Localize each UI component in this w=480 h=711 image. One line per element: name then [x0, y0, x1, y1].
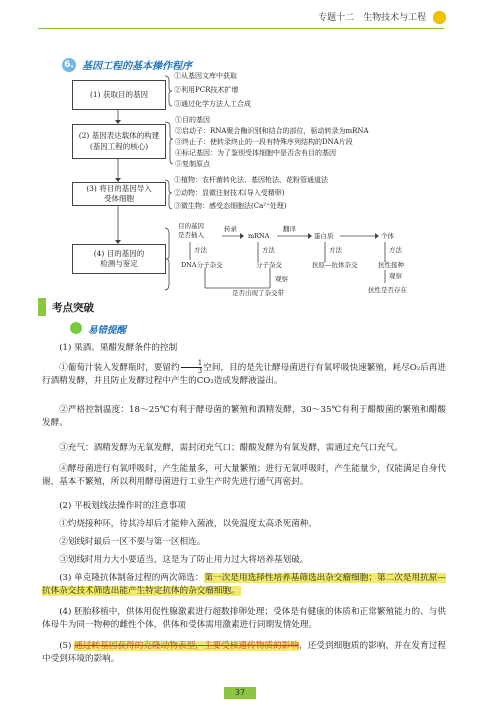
- paragraph: ②严格控制温度：18～25℃有利于酵母菌的繁殖和酒精发酵，30～35℃有利于醋酸菌的繁殖和醋酸发酵。: [42, 405, 446, 429]
- step-2-label: (2) 基因表达载体的构建 (基因工程的核心): [78, 131, 160, 151]
- paragraph: ①灼烧接种环，待其冷却后才能伸入菌液，以免温度太高杀死菌种。: [59, 519, 318, 529]
- heading-bar: [38, 298, 46, 316]
- step-2-box: [72, 124, 166, 159]
- step-2-item: ④标记基因：为了鉴别受体细胞中是否含有目的基因: [175, 149, 336, 157]
- step-2-item: ①目的基因: [175, 116, 210, 124]
- detect-dna-hybrid: DNA分子杂交: [181, 261, 223, 269]
- detect-method-2: 方法: [262, 246, 275, 254]
- step-4-label: (4) 目的基因的 检测与鉴定: [93, 248, 145, 268]
- detect-observe-1: 观察: [275, 275, 288, 283]
- section-number: 6.: [62, 58, 76, 72]
- fraction-denominator: 3: [197, 367, 203, 375]
- step-3-label: (3) 将目的基因导入 受体细胞: [86, 183, 152, 203]
- detect-translation: 翻译: [283, 225, 296, 233]
- detect-method-3: 方法: [329, 246, 342, 254]
- detect-gene-label-2: 是否插入: [178, 231, 204, 239]
- detect-observe-2: 观察: [389, 272, 402, 280]
- step-3-item: ①植物：农杆菌转化法、基因枪法、花粉管通道法: [174, 176, 328, 184]
- step-3-item: ②动物：显微注射技术(导入受精卵): [174, 189, 285, 197]
- section-title: 基因工程的基本操作程序: [82, 61, 192, 72]
- struck-highlighted-text: 通过转基因获得的克隆动物表型，主要受核遗传物质的影响: [74, 641, 300, 651]
- leaf-icon: [70, 322, 82, 334]
- detect-mrna: mRNA: [248, 232, 270, 240]
- paragraph: ③充气：酒精发酵为无氧发酵，需封闭充气口；醋酸发酵为有氧发酵，需通过充气口充气。: [59, 443, 403, 453]
- paragraph: (2) 平板划线法操作时的注意事项: [59, 501, 186, 511]
- step-1-item: ③通过化学方法人工合成: [174, 100, 251, 108]
- detect-method-4: 方法: [389, 246, 402, 254]
- paragraph: ③划线时用力大小要适当，这是为了防止用力过大将培养基划破。: [59, 555, 309, 565]
- page-number: 37: [224, 687, 256, 699]
- step-2-item: ③终止子：使转录终止的一段有特殊序列结构的DNA片段: [175, 138, 353, 146]
- detect-transcription: 转录: [224, 225, 237, 233]
- step-1-label: (1) 获取目的基因: [89, 89, 148, 99]
- step-2-item: ⑤复制原点: [175, 160, 210, 168]
- yicuo-title: 易错提醒: [88, 325, 127, 336]
- paragraph: (4) 胚胎移植中，供体用促性腺激素进行超数排卵处理；受体是有健康的体质和正常繁殖能力的、与供体母牛为同一物种的雌性个体，供体和受体需用激素进行同期发情处理。: [42, 607, 446, 631]
- paragraph: ①葡萄汁装入发酵瓶时，要留约 $\frac{1}{3}$ 空间，目的是先让酵母菌进行有氧呼吸快速繁殖，耗尽O₂后再进行酒精发酵，并且防止发酵过程中产生的CO₂造成发酵液溢出。: [42, 359, 446, 387]
- paragraph: ②划线时最后一区不要与第一区相连。: [59, 537, 206, 547]
- highlighted-text: 第一次是用选择性培养基筛选出杂交瘤细胞；第二次是用抗原—抗体杂交技术筛选出能产生特定抗体的杂交瘤细胞。: [42, 573, 446, 597]
- paragraph: ④酵母菌进行有氧呼吸时，产生能量多，可大量繁殖；进行无氧呼吸时，产生能量少，仅能满足自身代谢，基本不繁殖，所以利用酵母菌进行工业生产时先进行通气再密封。: [42, 464, 446, 488]
- fraction-numerator: 1: [181, 360, 203, 368]
- detect-protein: 蛋白质: [314, 232, 334, 240]
- detect-resistance-result: 抗性是否存在: [368, 286, 407, 294]
- step-4-box: [72, 244, 166, 274]
- detect-individual: 个体: [381, 232, 394, 240]
- detect-resistance: 抗性接种: [378, 261, 404, 269]
- step-3-box: [72, 182, 166, 206]
- chapter-title: 专题十二 生物技术与工程: [318, 13, 427, 23]
- step-1-item: ②利用PCR技术扩增: [174, 86, 239, 94]
- detect-molecular-hybrid: 分子杂交: [256, 261, 282, 269]
- paragraph: (3) 单克隆抗体制备过程的两次筛选：第一次是用选择性培养基筛选出杂交瘤细胞；第二次是用抗原—抗体杂交技术筛选出能产生特定抗体的杂交瘤细胞。: [42, 573, 446, 597]
- step-3-item: ③微生物：感受态细胞法(Ca²⁺处理): [174, 202, 287, 210]
- paragraph: (5) 通过转基因获得的克隆动物表型，主要受核遗传物质的影响，还受到细胞质的影响，并在发育过程中受到环境的影响。: [42, 641, 446, 665]
- step-1-item: ①从基因文库中获取: [174, 72, 237, 80]
- kaodian-title: 考点突破: [52, 302, 94, 314]
- detect-hybrid-band: 是否出现了杂交带: [232, 289, 284, 297]
- detect-antigen-antibody: 抗原—抗体杂交: [312, 261, 358, 269]
- paragraph: (1) 果酒、果醋发酵条件的控制: [59, 343, 178, 353]
- step-1-box: [72, 80, 166, 110]
- detect-method-1: 方法: [194, 246, 207, 254]
- step-2-item: ②启动子：RNA聚合酶识别和结合的部位，驱动转录为mRNA: [175, 127, 369, 135]
- detect-gene-label-1: 目的基因: [178, 222, 204, 230]
